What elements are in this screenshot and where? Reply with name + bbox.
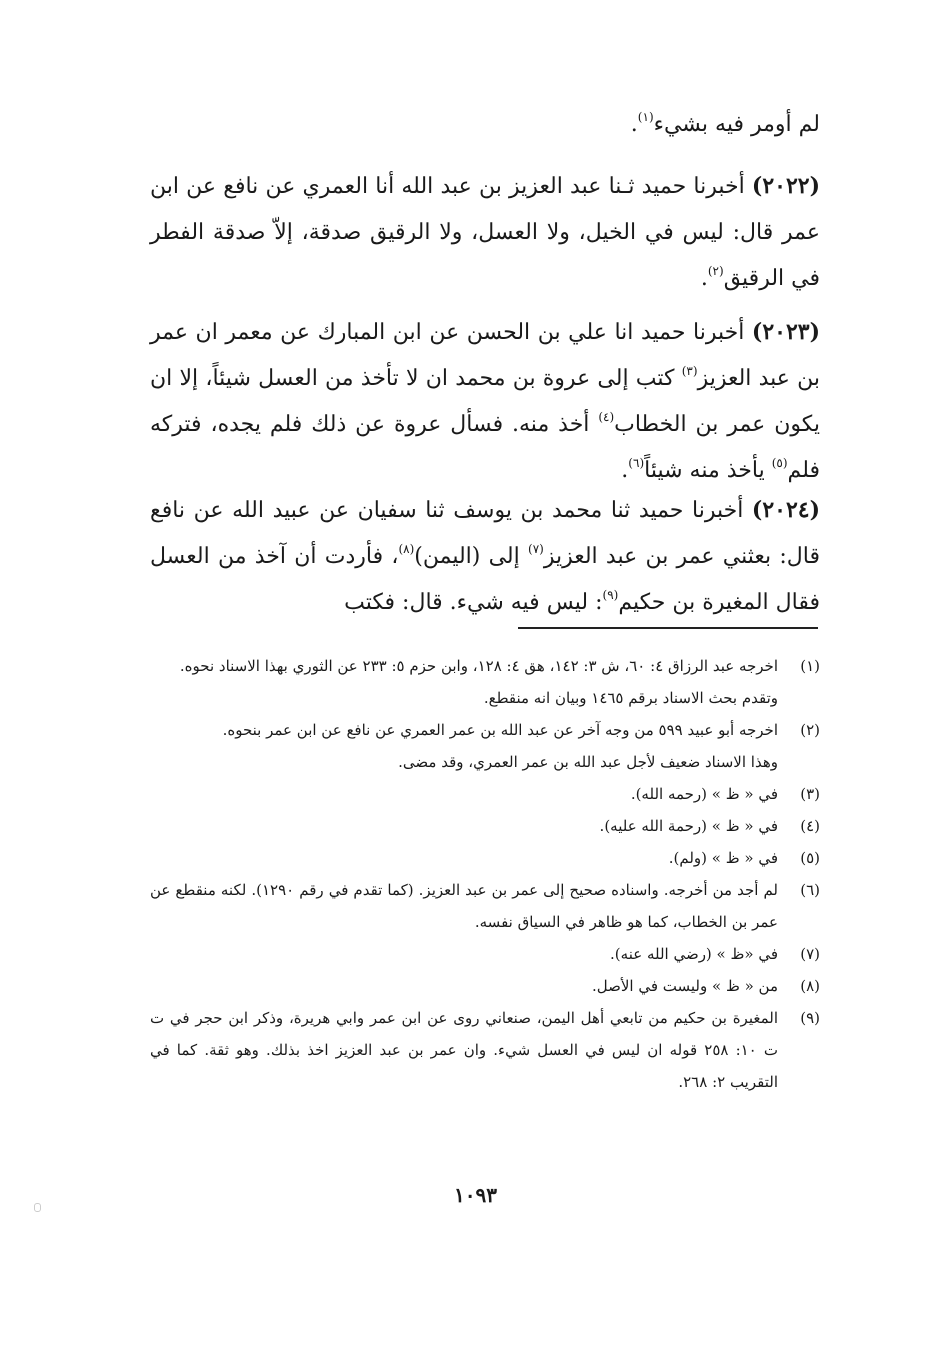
scan-speck xyxy=(34,1203,41,1212)
footnote-text xyxy=(150,874,778,938)
footnote-number: (٣) xyxy=(800,785,820,803)
hadith-text: كتب إلى عروة بن محمد ان لا تأخذ من العسل شيئاً، إلا ان يكون عمر بن الخطاب xyxy=(150,366,820,437)
hadith-text: إلى (اليمن) xyxy=(414,544,528,569)
hadith-text: ، فأردت أن آخذ من العسل فقال المغيرة بن حكيم xyxy=(150,544,820,615)
footnote-text xyxy=(150,1002,778,1098)
hadith-number: (٢٠٢٤) xyxy=(751,497,820,523)
hadith-2023 xyxy=(150,309,820,494)
footnote-number: (٦) xyxy=(800,881,820,899)
footnotes xyxy=(150,650,820,1098)
hadith-text: أخبرنا حميد انا علي بن الحسن عن ابن المبارك عن معمر ان عمر بن عبد العزيز xyxy=(150,320,821,391)
footnote-line: اخرجه عبد الرزاق ٤: ٦٠، ش ٣: ١٤٢، هق ٤: ١٢٨، وابن حزم ٥: ٢٣٣ عن الثوري بهذا الاسناد نحوه. xyxy=(179,657,778,675)
footnote-ref[interactable]: (٣) xyxy=(681,364,698,378)
hadith-text: يأخذ منه شيئاً xyxy=(644,458,772,483)
footnote-text xyxy=(150,778,778,810)
footnote-ref[interactable]: (٨) xyxy=(398,542,415,556)
footnote-number: (٢) xyxy=(800,721,820,739)
footnote-ref[interactable]: (٥) xyxy=(771,456,788,470)
footnote-line: اخرجه أبو عبيد ٥٩٩ من وجه آخر عن عبد الله بن عمر العمري عن نافع عن ابن عمر بنحوه. xyxy=(222,721,778,739)
hadith-text: : ليس فيه شيء. قال: فكتب xyxy=(344,590,603,615)
hadith-text: أخذ منه. فسأل عروة عن ذلك فلم يجده، فتركه فلم xyxy=(150,412,820,483)
hadith-end: . xyxy=(621,458,629,483)
footnote-ref[interactable]: (٤) xyxy=(598,410,615,424)
hadith-text: أخبرنا حميد ثنا محمد بن يوسف ثنا سفيان عن عبيد الله عن نافع قال: بعثني عمر بن عبد العزيز xyxy=(150,498,820,569)
hadith-2024 xyxy=(150,487,820,626)
footnote xyxy=(150,970,820,1002)
footnote-ref[interactable]: (٧) xyxy=(528,542,544,556)
footnote xyxy=(150,778,820,810)
footnote xyxy=(150,842,820,874)
hadith-number: (٢٠٢٢) xyxy=(751,173,820,199)
hadith-text: أخبرنا حميد ثـنا عبد العزيز بن عبد الله أنا العمري عن نافع عن ابن عمر قال: ليس في الخيل، ولا العسل، ولا الرقيق صدقة، إلاّ صدقة الفطر في الرقيق xyxy=(150,174,820,291)
footnote-line: وهذا الاسناد ضعيف لأجل عبد الله بن عمر العمري، وقد مضى. xyxy=(398,753,778,771)
footnote-line: من « ظ » وليست في الأصل. xyxy=(592,977,778,995)
footnote-number: (٤) xyxy=(800,817,820,835)
footnote-number: (٥) xyxy=(800,849,820,867)
footnote-text xyxy=(150,650,778,714)
footnote-line: لم أجد من أخرجه. واسناده صحيح إلى عمر بن عبد العزيز. (كما تقدم في رقم ١٢٩٠). لكنه منقطع عن عمر بن الخطاب، كما هو ظاهر في السياق نفسه. xyxy=(150,881,778,931)
page-number: ١٠٩٣ xyxy=(454,1183,497,1207)
footnote-text xyxy=(150,810,778,842)
footnote-text xyxy=(150,970,778,1002)
footnote xyxy=(150,874,820,938)
footnote-text xyxy=(150,714,778,778)
footnote xyxy=(150,650,820,714)
hadith-number: (٢٠٢٣) xyxy=(751,319,820,345)
hadith-2022 xyxy=(150,163,820,302)
lead-line xyxy=(150,102,820,148)
footnote-number: (١) xyxy=(800,657,820,675)
footnote-number: (٩) xyxy=(800,1009,820,1027)
footnote-ref[interactable]: (٢) xyxy=(707,264,724,278)
footnote-number: (٧) xyxy=(800,945,820,963)
footnote-ref[interactable]: (٩) xyxy=(602,588,619,602)
hadith-end: . xyxy=(700,266,708,291)
footnote xyxy=(150,938,820,970)
lead-end: . xyxy=(630,112,638,137)
footnote-ref[interactable]: (١) xyxy=(637,110,654,124)
footnote-ref[interactable]: (٦) xyxy=(628,456,645,470)
footnote-line: في « ظ » (رحمة الله عليه). xyxy=(599,817,778,835)
lead-text: لم أومر فيه بشيء xyxy=(653,112,820,137)
footnote xyxy=(150,810,820,842)
footnote-number: (٨) xyxy=(800,977,820,995)
footnote-text xyxy=(150,938,778,970)
footnote-text xyxy=(150,842,778,874)
footnote-line: في «ظ » (رضي الله عنه). xyxy=(610,945,778,963)
footnote-line: في « ظ » (ولم). xyxy=(668,849,778,867)
footnote-line: في « ظ » (رحمه الله). xyxy=(630,785,778,803)
footnote-line: وتقدم بحث الاسناد برقم ١٤٦٥ وبيان انه منقطع. xyxy=(483,689,778,707)
footnote-separator xyxy=(518,627,818,629)
footnote-line: المغيرة بن حكيم من تابعي أهل اليمن، صنعاني روى عن ابن عمر وابي هريرة، وذكر ابن حجر في ت ت ١٠: ٢٥٨ قوله ان ليس في العسل شيء. وان عمر بن عبد العزيز اخذ بذلك. وهو ثقة. كما في التقريب ٢: ٢٦٨. xyxy=(150,1009,779,1091)
footnote xyxy=(150,1002,820,1098)
footnote xyxy=(150,714,820,778)
